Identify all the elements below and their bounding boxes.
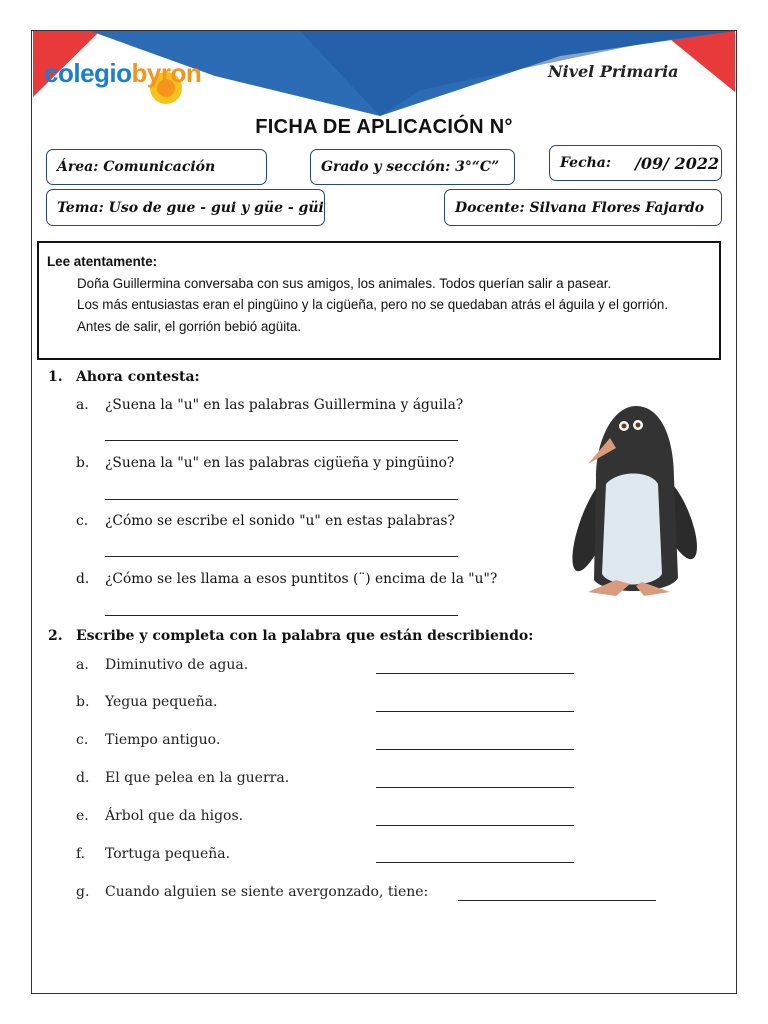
question-text: ¿Suena la "u" en las palabras cigüeña y pingüino? xyxy=(105,455,455,471)
reading-box xyxy=(37,241,721,360)
item-letter: a. xyxy=(76,657,89,673)
item-text: Tortuga pequeña. xyxy=(105,846,231,862)
section1-title: Ahora contesta: xyxy=(76,369,200,385)
item-letter: c. xyxy=(76,732,89,748)
question-text: ¿Cómo se escribe el sonido "u" en estas palabras? xyxy=(105,513,455,529)
question-text: ¿Suena la "u" en las palabras Guillermina y águila? xyxy=(105,397,464,413)
topic-box: Tema: Uso de gue - gui y güe - güi xyxy=(46,189,325,226)
teacher-box: Docente: Silvana Flores Fajardo xyxy=(444,189,722,226)
reading-paragraph: Los más entusiastas eran el pingüino y la cigüeña, pero no se quedaban atrás el águila y el gorrión. xyxy=(77,297,669,312)
title-text: FICHA DE APLICACIÓN N° xyxy=(255,116,513,138)
fill-line-f[interactable] xyxy=(376,862,574,863)
answer-line-d[interactable] xyxy=(105,615,458,616)
question-letter: c. xyxy=(76,513,89,529)
fill-line-c[interactable] xyxy=(376,749,574,750)
fill-line-e[interactable] xyxy=(376,825,574,826)
logo-prefix: colegio xyxy=(44,58,132,88)
item-letter: g. xyxy=(76,884,90,900)
page-title xyxy=(0,116,768,139)
question-text: ¿Cómo se les llama a esos puntitos (¨) encima de la "u"? xyxy=(105,571,498,587)
penguin-belly xyxy=(602,474,662,585)
item-letter: b. xyxy=(76,694,90,710)
section2-number: 2. xyxy=(48,628,63,644)
penguin-illustration xyxy=(566,398,702,604)
item-text: Diminutivo de agua. xyxy=(105,657,249,673)
item-text: Yegua pequeña. xyxy=(105,694,218,710)
fill-line-b[interactable] xyxy=(376,711,574,712)
reading-heading: Lee atentamente: xyxy=(47,254,158,269)
item-letter: f. xyxy=(76,846,86,862)
grade-box: Grado y sección: 3°“C” xyxy=(310,149,515,185)
fill-line-g[interactable] xyxy=(458,900,656,901)
item-text: El que pelea en la guerra. xyxy=(105,770,290,786)
question-letter: d. xyxy=(76,571,90,587)
section1-number: 1. xyxy=(48,369,63,385)
section2-title: Escribe y completa con la palabra que están describiendo: xyxy=(76,628,534,644)
school-level: Nivel Primaria xyxy=(548,62,679,81)
answer-line-b[interactable] xyxy=(105,499,458,500)
area-box: Área: Comunicación xyxy=(46,149,267,185)
question-letter: b. xyxy=(76,455,90,471)
answer-line-c[interactable] xyxy=(105,556,458,557)
logo-suffix: byron xyxy=(131,58,202,88)
fill-line-d[interactable] xyxy=(376,787,574,788)
reading-paragraph: Doña Guillermina conversaba con sus amigos, los animales. Todos querían salir a pasear. xyxy=(77,275,612,291)
answer-line-a[interactable] xyxy=(105,440,458,441)
school-logo xyxy=(44,58,201,89)
question-letter: a. xyxy=(76,397,89,413)
item-letter: d. xyxy=(76,770,90,786)
penguin-right-pupil xyxy=(636,423,641,428)
reading-paragraph: Antes de salir, el gorrión bebió agüita. xyxy=(77,318,302,334)
date-label: Fecha: xyxy=(560,155,612,171)
date-value: /09/ 2022 xyxy=(635,153,720,173)
date-box xyxy=(549,145,722,181)
item-letter: e. xyxy=(76,808,89,824)
fill-line-a[interactable] xyxy=(376,673,574,674)
penguin-left-pupil xyxy=(622,424,627,429)
item-text: Árbol que da higos. xyxy=(105,808,244,824)
item-text: Tiempo antiguo. xyxy=(105,732,221,748)
item-text: Cuando alguien se siente avergonzado, tiene: xyxy=(105,884,429,900)
